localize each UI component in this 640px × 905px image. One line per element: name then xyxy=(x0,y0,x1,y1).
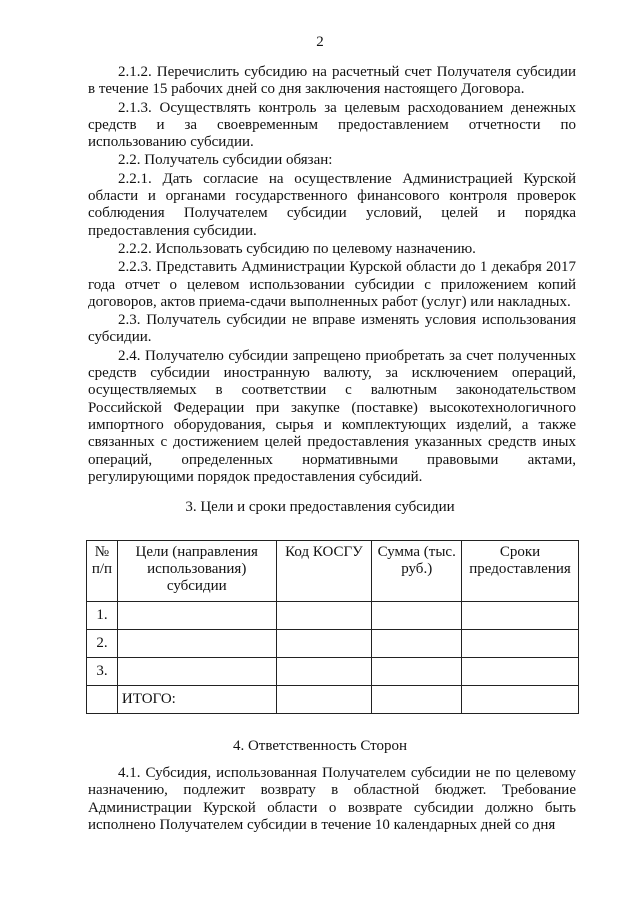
paragraph-2-3: 2.3. Получатель субсидии не вправе изменять условия использования субсидии. xyxy=(88,312,576,346)
row-number: 2. xyxy=(87,630,118,658)
column-header-purpose: Цели (направления использования) субсидии xyxy=(117,541,276,602)
table-cell xyxy=(462,658,579,686)
table-cell xyxy=(462,630,579,658)
row-number: 1. xyxy=(87,602,118,630)
table-cell xyxy=(462,686,579,714)
table-cell xyxy=(276,630,372,658)
paragraph-2-2-3: 2.2.3. Представить Администрации Курской области до 1 декабря 2017 года отчет о целевом использовании субсидии с приложением копий договоров, актов приема-сдачи выполненных работ (услуг) или накладных. xyxy=(88,259,576,310)
section-4-heading: 4. Ответственность Сторон xyxy=(232,738,408,754)
paragraph-2-4: 2.4. Получателю субсидии запрещено приобретать за счет полученных средств субсидии иностранную валюту, за исключением операций, осуществляемых в соответствии с валютным законодательством Российской Федерации при закупке (поставке) высокотехнологичного импортного оборудования, сырья и комплектующих изделий, а также связанных с достижением целей предоставления указанных средств иных операций, определенных нормативными правовыми актами, регулирующими порядок предоставления субсидий. xyxy=(88,347,576,485)
paragraph-2-1-2: 2.1.2. Перечислить субсидию на расчетный счет Получателя субсидии в течение 15 рабочих дней со дня заключения настоящего Договора. xyxy=(88,64,576,98)
table-cell xyxy=(372,686,462,714)
paragraph-2-2: 2.2. Получатель субсидии обязан: xyxy=(118,152,333,169)
table-cell xyxy=(372,602,462,630)
total-label: ИТОГО: xyxy=(117,686,276,714)
section-3-heading: 3. Цели и сроки предоставления субсидии xyxy=(185,499,455,515)
table-header-row xyxy=(87,541,579,602)
table-row xyxy=(87,602,579,630)
table-cell xyxy=(117,602,276,630)
table-cell xyxy=(372,658,462,686)
table-total-row xyxy=(87,686,579,714)
paragraph-2-1-3: 2.1.3. Осуществлять контроль за целевым расходованием денежных средств и за своевременным предоставлением отчетности по использованию субсидии. xyxy=(88,99,576,151)
table-cell xyxy=(276,658,372,686)
column-header-number: № п/п xyxy=(87,541,118,602)
column-header-kosgu: Код КОСГУ xyxy=(276,541,372,602)
paragraph-2-2-2: 2.2.2. Использовать субсидию по целевому назначению. xyxy=(118,240,476,257)
table-cell xyxy=(117,658,276,686)
paragraph-2-2-1: 2.2.1. Дать согласие на осуществление Администрацией Курской области и органами государственного финансового контроля проверок соблюдения Получателем субсидии условий, целей и порядка предоставления субсидии. xyxy=(88,170,576,239)
subsidy-table xyxy=(86,540,579,714)
table-cell xyxy=(276,686,372,714)
column-header-terms: Сроки предоставления xyxy=(462,541,579,602)
paragraph-4-1: 4.1. Субсидия, использованная Получателем субсидии не по целевому назначению, подлежит возврату в областной бюджет. Требование Администрации Курской области о возврате субсидии должно быть исполнено Получателем субсидии в течение 10 календарных дней со дня xyxy=(88,765,576,833)
table-row xyxy=(87,630,579,658)
table-row xyxy=(87,658,579,686)
table-cell xyxy=(87,686,118,714)
table-cell xyxy=(117,630,276,658)
column-header-amount: Сумма (тыс. руб.) xyxy=(372,541,462,602)
row-number: 3. xyxy=(87,658,118,686)
table-cell xyxy=(276,602,372,630)
table-cell xyxy=(462,602,579,630)
document-body xyxy=(88,64,576,486)
section-4-body xyxy=(88,765,576,834)
page-number: 2 xyxy=(316,34,324,50)
table-cell xyxy=(372,630,462,658)
